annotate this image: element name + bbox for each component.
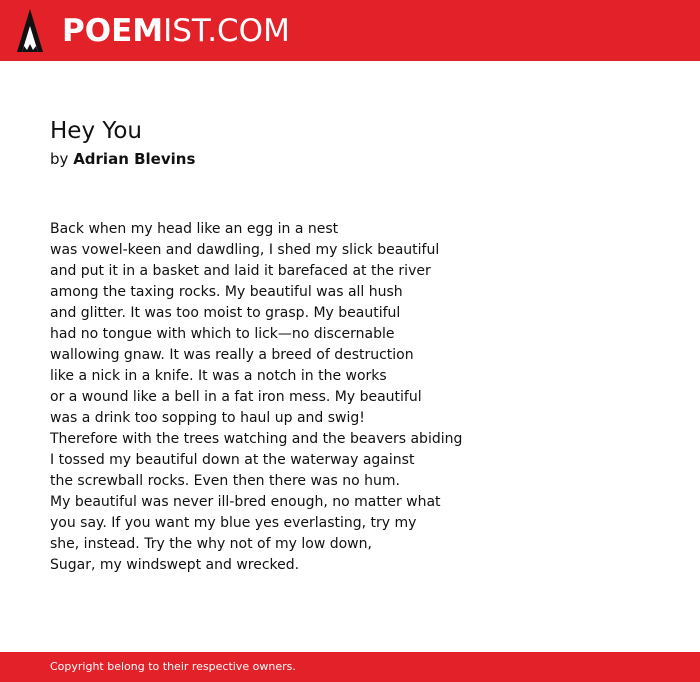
poem-line: was a drink too sopping to haul up and swig! [50,410,365,426]
poem-line: she, instead. Try the why not of my low down, [50,536,372,552]
poem-line: and put it in a basket and laid it barefaced at the river [50,263,431,279]
byline-prefix: by [50,150,69,168]
poem-line: or a wound like a bell in a fat iron mess. My beautiful [50,389,422,405]
poem-line: and glitter. It was too moist to grasp. My beautiful [50,305,401,321]
poem-line: wallowing gnaw. It was really a breed of destruction [50,347,414,363]
poem-line: the screwball rocks. Even then there was no hum. [50,473,400,489]
poem-line: My beautiful was never ill-bred enough, no matter what [50,494,441,510]
copyright-notice: Copyright belong to their respective owners. [50,660,296,673]
logo-text-bold: POEM [62,13,164,49]
byline [50,149,195,169]
poem-title: Hey You [50,118,143,144]
poem-line: I tossed my beautiful down at the waterway against [50,452,415,468]
site-logo[interactable] [62,12,290,50]
author-name[interactable]: Adrian Blevins [73,150,196,168]
poem-line: you say. If you want my blue yes everlasting, try my [50,515,417,531]
poem-line: Sugar, my windswept and wrecked. [50,557,300,573]
poem-line: had no tongue with which to lick—no discernable [50,326,395,342]
poem-line: like a nick in a knife. It was a notch in the works [50,368,387,384]
poem-line: Back when my head like an egg in a nest [50,221,339,237]
poem-body [50,219,670,576]
poem-line: among the taxing rocks. My beautiful was all hush [50,284,403,300]
poem-line: was vowel-keen and dawdling, I shed my slick beautiful [50,242,440,258]
pencil-tip-icon[interactable] [17,9,43,52]
logo-text-light: IST.COM [163,13,290,49]
poem-line: Therefore with the trees watching and the beavers abiding [50,431,463,447]
site-header [0,0,700,61]
site-footer [0,652,700,682]
